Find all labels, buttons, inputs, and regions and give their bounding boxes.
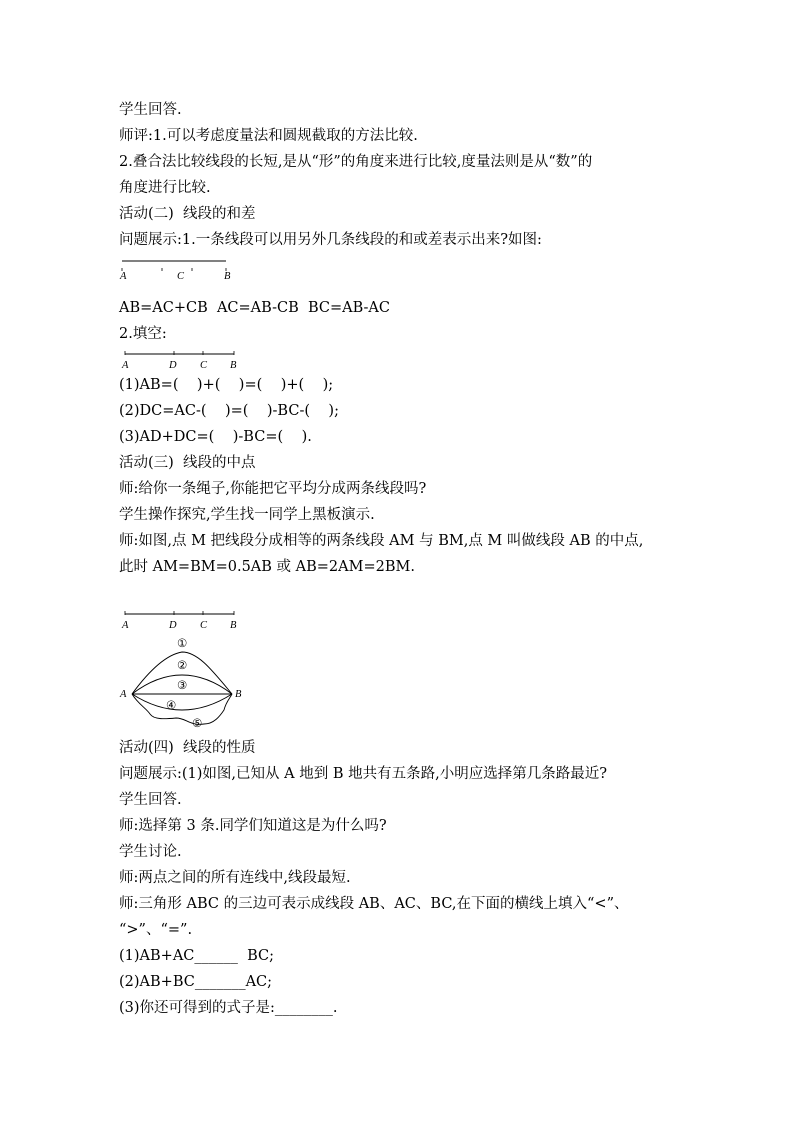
point-label-a: A [120,271,127,282]
text-line-19: 学生回答. [119,792,182,808]
point-label-d: D [169,360,177,371]
point-label-c: C [200,620,208,631]
route-label-1: ① [177,638,188,650]
text-line-20: 师:选择第 3 条.同学们知道这是为什么吗? [119,818,387,834]
text-line-18: 问题展示:(1)如图,已知从 A 地到 B 地共有五条路,小明应选择第几条路最近? [119,766,607,782]
point-label-c: C [177,271,185,282]
text-line-7: AB=AC+CB AC=AB-CB BC=AB-AC [119,300,390,316]
text-line-6: 问题展示:1.一条线段可以用另外几条线段的和或差表示出来?如图: [119,232,542,248]
text-line-1: 学生回答. [119,102,182,118]
text-line-4: 角度进行比较. [119,180,211,196]
text-line-3: 2.叠合法比较线段的长短,是从“形”的角度来进行比较,度量法则是从“数”的 [119,154,593,170]
point-label-a: A [122,360,129,371]
point-label-b: B [230,360,237,371]
compare-blank-1: (1)AB+AC______ BC; [119,948,275,964]
point-label-c: C [200,360,208,371]
fill-blank-3: (3)AD+DC=( )-BC=( ). [119,429,312,445]
route-label-5: ⑤ [192,718,203,730]
text-line-2: 师评:1.可以考虑度量法和圆规截取的方法比较. [119,128,418,144]
text-line-14: 学生操作探究,学生找一同学上黑板演示. [119,507,375,523]
five-routes-figure [114,634,254,734]
route-label-3: ③ [177,680,188,692]
section-heading-4: 活动(四) 线段的性质 [119,740,256,756]
point-label-b: B [224,271,231,282]
compare-blank-3: (3)你还可得到的式子是:________. [119,1000,338,1016]
point-label-b: B [235,689,242,700]
text-line-16: 此时 AM=BM=0.5AB 或 AB=2AM=2BM. [119,559,415,575]
point-label-a: A [122,620,129,631]
segment-adcb-figure-2 [114,606,244,634]
segment-adcb-figure-1 [114,346,244,374]
point-label-a: A [120,689,127,700]
compare-blank-2: (2)AB+BC_______AC; [119,974,273,990]
text-line-22: 师:两点之间的所有连线中,线段最短. [119,870,351,886]
route-label-4: ④ [166,700,177,712]
text-line-8: 2.填空: [119,326,167,342]
text-line-13: 师:给你一条绳子,你能把它平均分成两条线段吗? [119,481,427,497]
fill-blank-2: (2)DC=AC-( )=( )-BC-( ); [119,403,339,419]
section-heading-2: 活动(二) 线段的和差 [119,206,256,222]
text-line-15: 师:如图,点 M 把线段分成相等的两条线段 AM 与 BM,点 M 叫做线段 AB 的中点, [119,533,644,549]
text-line-23: 师:三角形 ABC 的三边可表示成线段 AB、AC、BC,在下面的横线上填入“<”、 [119,896,629,912]
fill-blank-1: (1)AB=( )+( )=( )+( ); [119,377,334,393]
segment-acb-figure [114,256,244,290]
text-line-24: “>”、“=”. [119,922,193,938]
point-label-b: B [230,620,237,631]
point-label-d: D [169,620,177,631]
text-line-21: 学生讨论. [119,844,182,860]
route-label-2: ② [177,660,188,672]
section-heading-3: 活动(三) 线段的中点 [119,455,256,471]
